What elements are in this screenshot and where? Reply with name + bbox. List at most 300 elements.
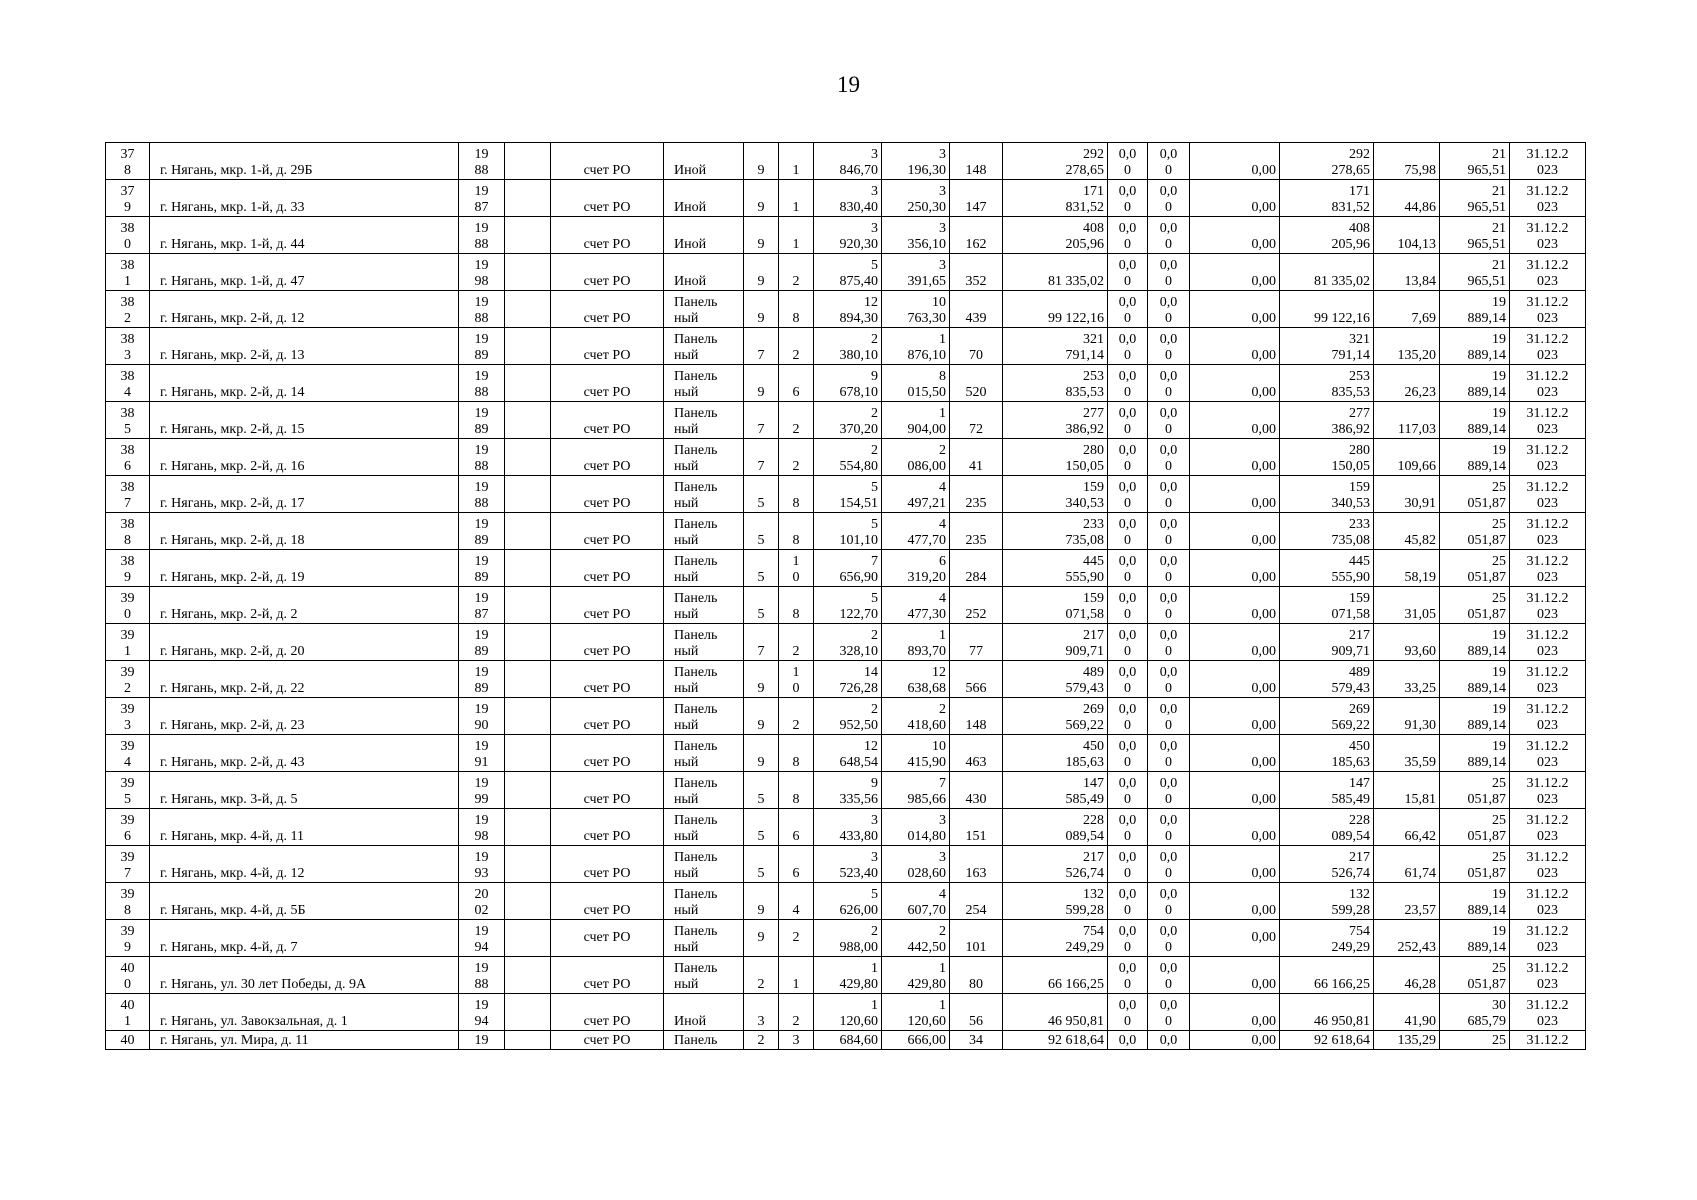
cell-fund-1: 0,0 0 (1108, 624, 1148, 661)
cell-limit-cost: 25 051,87 (1440, 809, 1510, 846)
cell-account-type: счет РО (551, 624, 664, 661)
cell-limit-cost: 19 889,14 (1440, 439, 1510, 476)
table-row (106, 957, 1586, 994)
cell-limit-cost: 25 051,87 (1440, 846, 1510, 883)
cell-deadline: 31.12.2 023 (1510, 550, 1586, 587)
cell-wall-material: Панель ный (664, 513, 744, 550)
cell-entrances: 1 (779, 957, 814, 994)
cell-residents: 284 (950, 550, 1003, 587)
table-row (106, 291, 1586, 328)
table-row (106, 994, 1586, 1031)
cell-account-type: счет РО (551, 365, 664, 402)
cell-fund-2: 0,0 0 (1148, 735, 1190, 772)
cell-floors: 5 (744, 550, 779, 587)
table-row (106, 254, 1586, 291)
cell-wall-material: Панель (664, 1031, 744, 1050)
cell-address: г. Нягань, мкр. 2-й, д. 17 (150, 476, 459, 513)
cell-entrances: 8 (779, 513, 814, 550)
cell-entrances: 8 (779, 772, 814, 809)
cell-limit-cost: 19 889,14 (1440, 291, 1510, 328)
cell-empty (505, 624, 551, 661)
cell-empty (505, 254, 551, 291)
cell-entrances: 2 (779, 920, 814, 957)
cell-address: г. Нягань, мкр. 4-й, д. 5Б (150, 883, 459, 920)
cell-year: 19 93 (459, 846, 505, 883)
cell-fund-3: 0,00 (1190, 587, 1280, 624)
cell-entrances: 1 (779, 180, 814, 217)
cell-own-funds: 171 831,52 (1280, 180, 1374, 217)
cell-living-area: 3 391,65 (882, 254, 950, 291)
cell-fund-1: 0,0 0 (1108, 698, 1148, 735)
table-row (106, 439, 1586, 476)
cell-total-cost: 99 122,16 (1003, 291, 1108, 328)
cell-fund-2: 0,0 0 (1148, 365, 1190, 402)
cell-total-cost: 253 835,53 (1003, 365, 1108, 402)
cell-living-area: 1 876,10 (882, 328, 950, 365)
cell-empty (505, 883, 551, 920)
cell-row-number: 40 1 (106, 994, 150, 1031)
cell-fund-3: 0,00 (1190, 1031, 1280, 1050)
cell-total-cost: 489 579,43 (1003, 661, 1108, 698)
cell-limit-cost: 19 889,14 (1440, 698, 1510, 735)
cell-row-number: 39 7 (106, 846, 150, 883)
cell-wall-material: Панель ный (664, 402, 744, 439)
cell-deadline: 31.12.2 023 (1510, 254, 1586, 291)
cell-total-cost: 132 599,28 (1003, 883, 1108, 920)
cell-floors: 5 (744, 476, 779, 513)
cell-total-cost: 217 909,71 (1003, 624, 1108, 661)
cell-fund-1: 0,0 0 (1108, 402, 1148, 439)
cell-address: г. Нягань, мкр. 2-й, д. 16 (150, 439, 459, 476)
cell-own-funds: 253 835,53 (1280, 365, 1374, 402)
cell-fund-2: 0,0 0 (1148, 883, 1190, 920)
cell-row-number: 38 4 (106, 365, 150, 402)
cell-fund-1: 0,0 0 (1108, 513, 1148, 550)
cell-year: 19 89 (459, 328, 505, 365)
cell-floors: 5 (744, 513, 779, 550)
cell-deadline: 31.12.2 023 (1510, 957, 1586, 994)
cell-total-area: 2 328,10 (814, 624, 882, 661)
cell-total-area: 2 380,10 (814, 328, 882, 365)
cell-own-funds: 754 249,29 (1280, 920, 1374, 957)
cell-floors: 9 (744, 143, 779, 180)
cell-fund-3: 0,00 (1190, 994, 1280, 1031)
cell-fund-2: 0,0 0 (1148, 587, 1190, 624)
cell-fund-2: 0,0 0 (1148, 254, 1190, 291)
cell-account-type: счет РО (551, 1031, 664, 1050)
cell-fund-3: 0,00 (1190, 846, 1280, 883)
cell-year: 19 99 (459, 772, 505, 809)
cell-fund-1: 0,0 0 (1108, 883, 1148, 920)
cell-own-funds: 217 526,74 (1280, 846, 1374, 883)
table-row (106, 624, 1586, 661)
table-row (106, 328, 1586, 365)
cell-fund-1: 0,0 0 (1108, 217, 1148, 254)
cell-residents: 463 (950, 735, 1003, 772)
cell-wall-material: Иной (664, 143, 744, 180)
cell-total-cost: 450 185,63 (1003, 735, 1108, 772)
cell-address: г. Нягань, мкр. 2-й, д. 20 (150, 624, 459, 661)
cell-account-type: счет РО (551, 180, 664, 217)
cell-total-area: 2 370,20 (814, 402, 882, 439)
cell-deadline: 31.12.2 023 (1510, 920, 1586, 957)
cell-year: 19 88 (459, 291, 505, 328)
cell-floors: 5 (744, 772, 779, 809)
table-row (106, 180, 1586, 217)
table-row (106, 1031, 1586, 1050)
cell-total-area: 684,60 (814, 1031, 882, 1050)
cell-floors: 5 (744, 809, 779, 846)
cell-fund-2: 0,0 0 (1148, 550, 1190, 587)
cell-own-funds: 66 166,25 (1280, 957, 1374, 994)
cell-year: 19 90 (459, 698, 505, 735)
cell-unit-cost: 135,29 (1374, 1031, 1440, 1050)
cell-year: 19 87 (459, 180, 505, 217)
cell-row-number: 38 1 (106, 254, 150, 291)
cell-total-cost: 171 831,52 (1003, 180, 1108, 217)
cell-account-type: счет РО (551, 513, 664, 550)
cell-fund-1: 0,0 0 (1108, 365, 1148, 402)
cell-year: 19 88 (459, 217, 505, 254)
cell-limit-cost: 25 (1440, 1031, 1510, 1050)
cell-row-number: 37 9 (106, 180, 150, 217)
cell-living-area: 10 763,30 (882, 291, 950, 328)
cell-own-funds: 217 909,71 (1280, 624, 1374, 661)
cell-address: г. Нягань, мкр. 2-й, д. 14 (150, 365, 459, 402)
cell-year: 19 88 (459, 143, 505, 180)
cell-floors: 3 (744, 994, 779, 1031)
cell-total-cost: 46 950,81 (1003, 994, 1108, 1031)
cell-limit-cost: 21 965,51 (1440, 217, 1510, 254)
cell-account-type: счет РО (551, 439, 664, 476)
cell-address: г. Нягань, ул. Завокзальная, д. 1 (150, 994, 459, 1031)
cell-residents: 254 (950, 883, 1003, 920)
cell-fund-1: 0,0 0 (1108, 994, 1148, 1031)
cell-fund-3: 0,00 (1190, 957, 1280, 994)
cell-empty (505, 994, 551, 1031)
cell-unit-cost: 252,43 (1374, 920, 1440, 957)
cell-fund-2: 0,0 0 (1148, 217, 1190, 254)
cell-address: г. Нягань, мкр. 4-й, д. 12 (150, 846, 459, 883)
cell-own-funds: 489 579,43 (1280, 661, 1374, 698)
cell-row-number: 39 6 (106, 809, 150, 846)
cell-row-number: 39 8 (106, 883, 150, 920)
cell-fund-3: 0,00 (1190, 624, 1280, 661)
cell-fund-1: 0,0 0 (1108, 587, 1148, 624)
cell-address: г. Нягань, мкр. 2-й, д. 15 (150, 402, 459, 439)
cell-residents: 41 (950, 439, 1003, 476)
cell-entrances: 8 (779, 291, 814, 328)
cell-total-cost: 445 555,90 (1003, 550, 1108, 587)
cell-fund-1: 0,0 0 (1108, 254, 1148, 291)
cell-total-area: 5 154,51 (814, 476, 882, 513)
cell-deadline: 31.12.2 023 (1510, 513, 1586, 550)
cell-fund-3: 0,00 (1190, 772, 1280, 809)
cell-account-type: счет РО (551, 476, 664, 513)
cell-fund-2: 0,0 0 (1148, 143, 1190, 180)
cell-deadline: 31.12.2 023 (1510, 772, 1586, 809)
cell-deadline: 31.12.2 023 (1510, 735, 1586, 772)
cell-total-cost: 321 791,14 (1003, 328, 1108, 365)
cell-deadline: 31.12.2 023 (1510, 291, 1586, 328)
cell-living-area: 2 418,60 (882, 698, 950, 735)
cell-total-area: 2 554,80 (814, 439, 882, 476)
cell-empty (505, 439, 551, 476)
cell-address: г. Нягань, мкр. 2-й, д. 18 (150, 513, 459, 550)
cell-fund-2: 0,0 0 (1148, 402, 1190, 439)
cell-row-number: 39 1 (106, 624, 150, 661)
cell-fund-3: 0,00 (1190, 217, 1280, 254)
cell-fund-1: 0,0 0 (1108, 846, 1148, 883)
cell-row-number: 40 (106, 1031, 150, 1050)
cell-fund-2: 0,0 0 (1148, 994, 1190, 1031)
cell-row-number: 38 6 (106, 439, 150, 476)
cell-limit-cost: 19 889,14 (1440, 365, 1510, 402)
cell-empty (505, 291, 551, 328)
cell-living-area: 1 429,80 (882, 957, 950, 994)
cell-row-number: 39 5 (106, 772, 150, 809)
cell-wall-material: Панель ный (664, 476, 744, 513)
cell-empty (505, 920, 551, 957)
cell-account-type: счет РО (551, 846, 664, 883)
cell-limit-cost: 19 889,14 (1440, 883, 1510, 920)
cell-total-cost: 92 618,64 (1003, 1031, 1108, 1050)
cell-fund-2: 0,0 0 (1148, 661, 1190, 698)
cell-living-area: 3 028,60 (882, 846, 950, 883)
cell-empty (505, 587, 551, 624)
cell-account-type: счет РО (551, 920, 664, 957)
cell-unit-cost: 23,57 (1374, 883, 1440, 920)
cell-account-type: счет РО (551, 550, 664, 587)
cell-residents: 352 (950, 254, 1003, 291)
cell-account-type: счет РО (551, 328, 664, 365)
cell-fund-3: 0,00 (1190, 735, 1280, 772)
cell-residents: 235 (950, 513, 1003, 550)
cell-own-funds: 445 555,90 (1280, 550, 1374, 587)
cell-floors: 7 (744, 624, 779, 661)
cell-empty (505, 143, 551, 180)
cell-floors: 9 (744, 883, 779, 920)
cell-entrances: 6 (779, 365, 814, 402)
cell-total-area: 3 920,30 (814, 217, 882, 254)
cell-floors: 7 (744, 328, 779, 365)
cell-limit-cost: 25 051,87 (1440, 476, 1510, 513)
cell-wall-material: Панель ный (664, 661, 744, 698)
table-row (106, 402, 1586, 439)
cell-residents: 439 (950, 291, 1003, 328)
cell-entrances: 3 (779, 1031, 814, 1050)
cell-deadline: 31.12.2 023 (1510, 328, 1586, 365)
cell-living-area: 12 638,68 (882, 661, 950, 698)
cell-fund-2: 0,0 0 (1148, 180, 1190, 217)
cell-unit-cost: 75,98 (1374, 143, 1440, 180)
cell-residents: 80 (950, 957, 1003, 994)
cell-limit-cost: 25 051,87 (1440, 772, 1510, 809)
cell-total-area: 5 122,70 (814, 587, 882, 624)
cell-unit-cost: 31,05 (1374, 587, 1440, 624)
cell-fund-3: 0,00 (1190, 143, 1280, 180)
cell-fund-1: 0,0 0 (1108, 661, 1148, 698)
cell-wall-material: Панель ный (664, 809, 744, 846)
cell-unit-cost: 93,60 (1374, 624, 1440, 661)
cell-residents: 56 (950, 994, 1003, 1031)
cell-deadline: 31.12.2 023 (1510, 883, 1586, 920)
cell-total-area: 9 678,10 (814, 365, 882, 402)
table-row (106, 143, 1586, 180)
cell-empty (505, 513, 551, 550)
cell-unit-cost: 44,86 (1374, 180, 1440, 217)
cell-residents: 151 (950, 809, 1003, 846)
cell-address: г. Нягань, ул. Мира, д. 11 (150, 1031, 459, 1050)
cell-residents: 147 (950, 180, 1003, 217)
cell-address: г. Нягань, мкр. 1-й, д. 33 (150, 180, 459, 217)
cell-fund-3: 0,00 (1190, 402, 1280, 439)
cell-own-funds: 269 569,22 (1280, 698, 1374, 735)
cell-wall-material: Панель ный (664, 772, 744, 809)
cell-fund-3: 0,00 (1190, 698, 1280, 735)
table-row (106, 217, 1586, 254)
cell-living-area: 3 196,30 (882, 143, 950, 180)
cell-address: г. Нягань, мкр. 2-й, д. 12 (150, 291, 459, 328)
cell-address: г. Нягань, мкр. 2-й, д. 23 (150, 698, 459, 735)
cell-total-cost: 408 205,96 (1003, 217, 1108, 254)
cell-living-area: 1 893,70 (882, 624, 950, 661)
cell-total-cost: 269 569,22 (1003, 698, 1108, 735)
cell-fund-1: 0,0 0 (1108, 291, 1148, 328)
cell-row-number: 38 5 (106, 402, 150, 439)
cell-fund-1: 0,0 0 (1108, 439, 1148, 476)
cell-deadline: 31.12.2 023 (1510, 624, 1586, 661)
cell-residents: 235 (950, 476, 1003, 513)
cell-year: 19 89 (459, 624, 505, 661)
cell-fund-1: 0,0 0 (1108, 143, 1148, 180)
cell-deadline: 31.12.2 023 (1510, 846, 1586, 883)
cell-wall-material: Панель ный (664, 328, 744, 365)
cell-deadline: 31.12.2 023 (1510, 698, 1586, 735)
housing-registry-table (105, 142, 1586, 1050)
cell-total-area: 2 988,00 (814, 920, 882, 957)
cell-address: г. Нягань, мкр. 1-й, д. 44 (150, 217, 459, 254)
cell-limit-cost: 25 051,87 (1440, 513, 1510, 550)
cell-fund-3: 0,00 (1190, 920, 1280, 957)
cell-unit-cost: 41,90 (1374, 994, 1440, 1031)
table-row (106, 587, 1586, 624)
cell-residents: 148 (950, 698, 1003, 735)
cell-empty (505, 217, 551, 254)
cell-fund-3: 0,00 (1190, 476, 1280, 513)
cell-entrances: 8 (779, 587, 814, 624)
cell-unit-cost: 33,25 (1374, 661, 1440, 698)
cell-total-cost: 159 340,53 (1003, 476, 1108, 513)
cell-fund-1: 0,0 0 (1108, 957, 1148, 994)
cell-account-type: счет РО (551, 957, 664, 994)
cell-total-cost: 147 585,49 (1003, 772, 1108, 809)
cell-deadline: 31.12.2 023 (1510, 143, 1586, 180)
cell-total-cost: 228 089,54 (1003, 809, 1108, 846)
cell-deadline: 31.12.2 (1510, 1031, 1586, 1050)
cell-entrances: 2 (779, 254, 814, 291)
cell-empty (505, 1031, 551, 1050)
cell-living-area: 3 356,10 (882, 217, 950, 254)
cell-account-type: счет РО (551, 402, 664, 439)
cell-total-area: 9 335,56 (814, 772, 882, 809)
cell-wall-material: Иной (664, 254, 744, 291)
cell-address: г. Нягань, мкр. 2-й, д. 2 (150, 587, 459, 624)
cell-year: 19 89 (459, 402, 505, 439)
cell-own-funds: 321 791,14 (1280, 328, 1374, 365)
cell-fund-2: 0,0 0 (1148, 846, 1190, 883)
cell-fund-1: 0,0 0 (1108, 180, 1148, 217)
cell-limit-cost: 21 965,51 (1440, 254, 1510, 291)
cell-living-area: 4 497,21 (882, 476, 950, 513)
cell-unit-cost: 26,23 (1374, 365, 1440, 402)
cell-limit-cost: 25 051,87 (1440, 550, 1510, 587)
cell-wall-material: Панель ный (664, 698, 744, 735)
cell-own-funds: 292 278,65 (1280, 143, 1374, 180)
cell-empty (505, 772, 551, 809)
cell-entrances: 6 (779, 809, 814, 846)
cell-deadline: 31.12.2 023 (1510, 402, 1586, 439)
cell-wall-material: Иной (664, 217, 744, 254)
cell-row-number: 38 2 (106, 291, 150, 328)
cell-year: 19 89 (459, 661, 505, 698)
cell-address: г. Нягань, мкр. 4-й, д. 7 (150, 920, 459, 957)
cell-wall-material: Панель ный (664, 957, 744, 994)
cell-living-area: 4 477,70 (882, 513, 950, 550)
table-row (106, 883, 1586, 920)
cell-fund-3: 0,00 (1190, 254, 1280, 291)
cell-wall-material: Панель ный (664, 439, 744, 476)
cell-account-type: счет РО (551, 772, 664, 809)
cell-deadline: 31.12.2 023 (1510, 365, 1586, 402)
cell-entrances: 2 (779, 994, 814, 1031)
cell-entrances: 1 0 (779, 661, 814, 698)
cell-deadline: 31.12.2 023 (1510, 476, 1586, 513)
table-row (106, 550, 1586, 587)
cell-residents: 77 (950, 624, 1003, 661)
table-row (106, 772, 1586, 809)
cell-empty (505, 809, 551, 846)
cell-unit-cost: 61,74 (1374, 846, 1440, 883)
cell-residents: 148 (950, 143, 1003, 180)
cell-wall-material: Панель ный (664, 920, 744, 957)
cell-empty (505, 698, 551, 735)
cell-entrances: 8 (779, 476, 814, 513)
cell-fund-2: 0,0 0 (1148, 698, 1190, 735)
cell-year: 19 91 (459, 735, 505, 772)
cell-floors: 9 (744, 735, 779, 772)
table-row (106, 735, 1586, 772)
cell-unit-cost: 91,30 (1374, 698, 1440, 735)
cell-own-funds: 92 618,64 (1280, 1031, 1374, 1050)
cell-wall-material: Панель ный (664, 291, 744, 328)
cell-empty (505, 402, 551, 439)
cell-residents: 252 (950, 587, 1003, 624)
cell-fund-3: 0,00 (1190, 661, 1280, 698)
cell-floors: 9 (744, 254, 779, 291)
cell-fund-1: 0,0 0 (1108, 476, 1148, 513)
cell-empty (505, 365, 551, 402)
cell-total-area: 12 894,30 (814, 291, 882, 328)
cell-own-funds: 228 089,54 (1280, 809, 1374, 846)
cell-fund-3: 0,00 (1190, 809, 1280, 846)
cell-account-type: счет РО (551, 698, 664, 735)
cell-limit-cost: 19 889,14 (1440, 735, 1510, 772)
cell-residents: 70 (950, 328, 1003, 365)
cell-residents: 34 (950, 1031, 1003, 1050)
cell-year: 19 89 (459, 513, 505, 550)
cell-fund-1: 0,0 (1108, 1031, 1148, 1050)
